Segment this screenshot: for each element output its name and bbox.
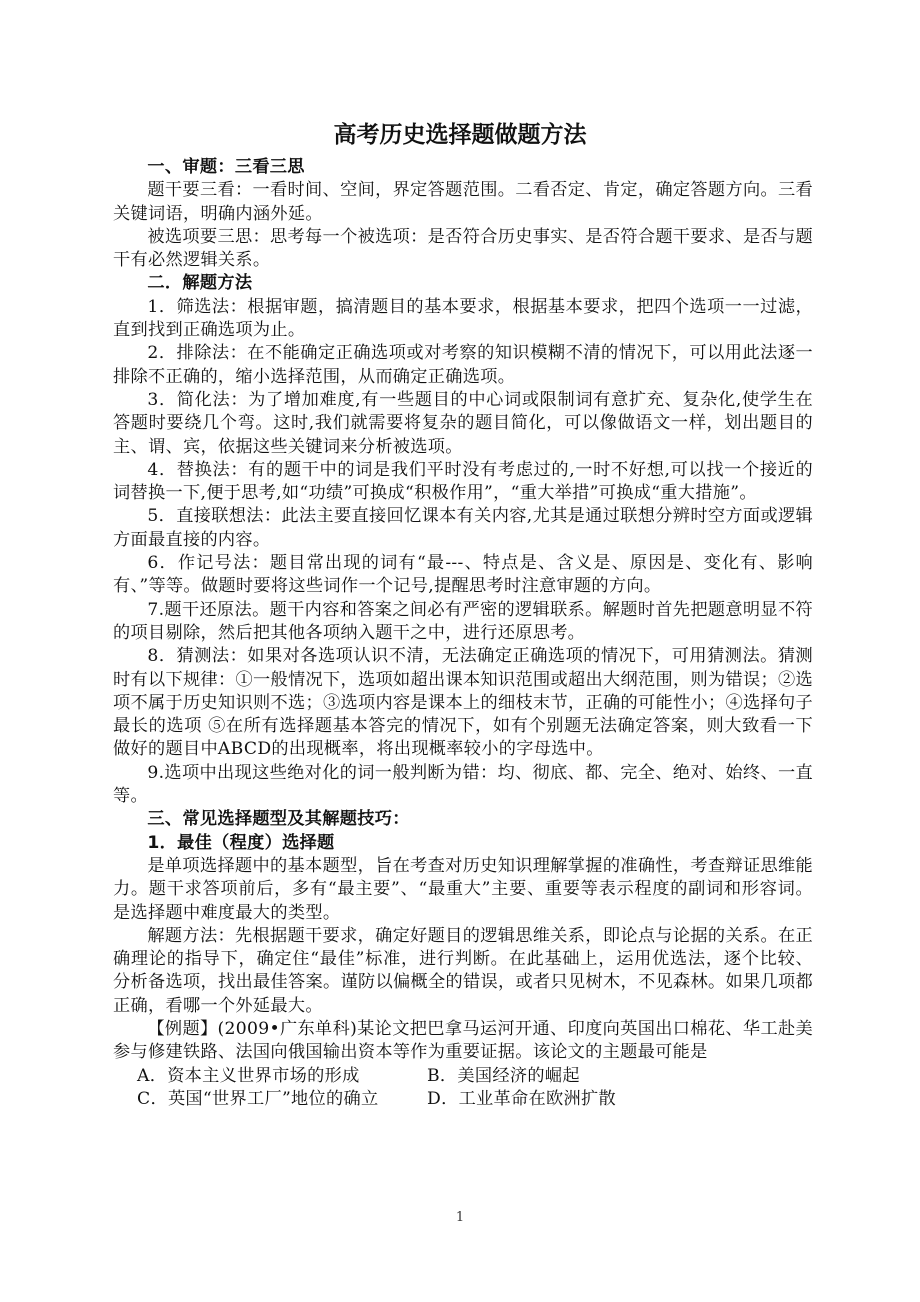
- option-d: D．工业革命在欧洲扩散: [427, 1088, 616, 1109]
- option-a: A．资本主义世界市场的形成: [137, 1065, 360, 1086]
- paragraph: 7.题干还原法。题干内容和答案之间必有严密的逻辑联系。解题时首先把题意明显不符的项目剔除，然后把其他各项纳入题干之中，进行还原思考。: [113, 599, 813, 643]
- options-row: [137, 1088, 813, 1111]
- paragraph: 解题方法：先根据题干要求，确定好题目的逻辑思维关系，即论点与论据的关系。在正确理论的指导下，确定住“最佳”标准，进行判断。在此基础上，运用优选法，逐个比较、分析备选项，找出最佳答案。谨防以偏概全的错误，或者只见树木，不见森林。如果几项都正确，看哪一个外延最大。: [113, 925, 813, 1016]
- paragraph: 8．猜测法：如果对各选项认识不清，无法确定正确选项的情况下，可用猜测法。猜测时有以下规律：①一般情况下，选项如超出课本知识范围或超出大纲范围，则为错误；②选项不属于历史知识则不选；③选项内容是课本上的细枝末节，正确的可能性小；④选择句子最长的选项 ⑤在所有选择题基本答完的情况下，如有个别题无法确定答案，则大致看一下做好的题目中ABCD的出现概率，将出现概率较小的字母选中。: [113, 646, 813, 760]
- example-question: 【例题】(2009•广东单科)某论文把巴拿马运河开通、印度向英国出口棉花、华工赴美参与修建铁路、法国向俄国输出资本等作为重要证据。该论文的主题最可能是: [113, 1018, 813, 1063]
- answer-options: [113, 1065, 813, 1112]
- paragraph: 9.选项中出现这些绝对化的词一般判断为错：均、彻底、都、完全、绝对、始终、一直等。: [113, 762, 813, 807]
- paragraph: 6．作记号法：题目常出现的词有“最---、特点是、含义是、原因是、变化有、影响有、”等等。做题时要将这些词作一个记号,提醒思考时注意审题的方向。: [113, 553, 813, 597]
- subheading-best-choice: 1．最佳（程度）选择题: [147, 832, 335, 853]
- paragraph: 被选项要三思：思考每一个被选项：是否符合历史事实、是否符合题干要求、是否与题干有必然逻辑关系。: [113, 226, 813, 271]
- heading-methods: 二．解题方法: [147, 273, 253, 294]
- option-c: C．英国“世界工厂”地位的确立: [137, 1088, 379, 1109]
- paragraph: 1．筛选法：根据审题，搞清题目的基本要求，根据基本要求，把四个选项一一过滤，直到找到正确选项为止。: [113, 296, 813, 341]
- heading-review: 一、审题：三看三思: [147, 157, 305, 177]
- paragraph: 5．直接联想法：此法主要直接回忆课本有关内容,尤其是通过联想分辨时空方面或逻辑方面最直接的内容。: [113, 506, 813, 550]
- paragraph: 2．排除法：在不能确定正确选项或对考察的知识模糊不清的情况下，可以用此法逐一排除不正确的，缩小选择范围，从而确定正确选项。: [113, 343, 813, 387]
- paragraph: 4．替换法：有的题干中的词是我们平时没有考虑过的,一时不好想,可以找一个接近的词替换一下,便于思考,如“功绩”可换成“积极作用”，“重大举措”可换成“重大措施”。: [113, 459, 813, 504]
- paragraph: 3．简化法：为了增加难度,有一些题目的中心词或限制词有意扩充、复杂化,使学生在答题时要绕几个弯。这时,我们就需要将复杂的题目简化，可以像做语文一样，划出题目的主、谓、宾，依据这些关键词来分析被选项。: [113, 389, 813, 457]
- paragraph: 题干要三看：一看时间、空间，界定答题范围。二看否定、肯定，确定答题方向。三看关键词语，明确内涵外延。: [113, 180, 813, 224]
- page-number: 1: [455, 1210, 465, 1225]
- heading-question-types: 三、常见选择题型及其解题技巧：: [147, 809, 410, 830]
- option-b: B．美国经济的崛起: [427, 1065, 580, 1086]
- paragraph: 是单项选择题中的基本题型，旨在考查对历史知识理解掌握的准确性，考查辩证思维能力。题干求答项前后，多有“最主要”、“最重大”主要、重要等表示程度的副词和形容词。是选择题中难度最大的类型。: [113, 855, 813, 923]
- document-body: [113, 156, 813, 1111]
- options-row: [137, 1065, 813, 1088]
- page-title: 高考历史选择题做题方法: [333, 122, 587, 148]
